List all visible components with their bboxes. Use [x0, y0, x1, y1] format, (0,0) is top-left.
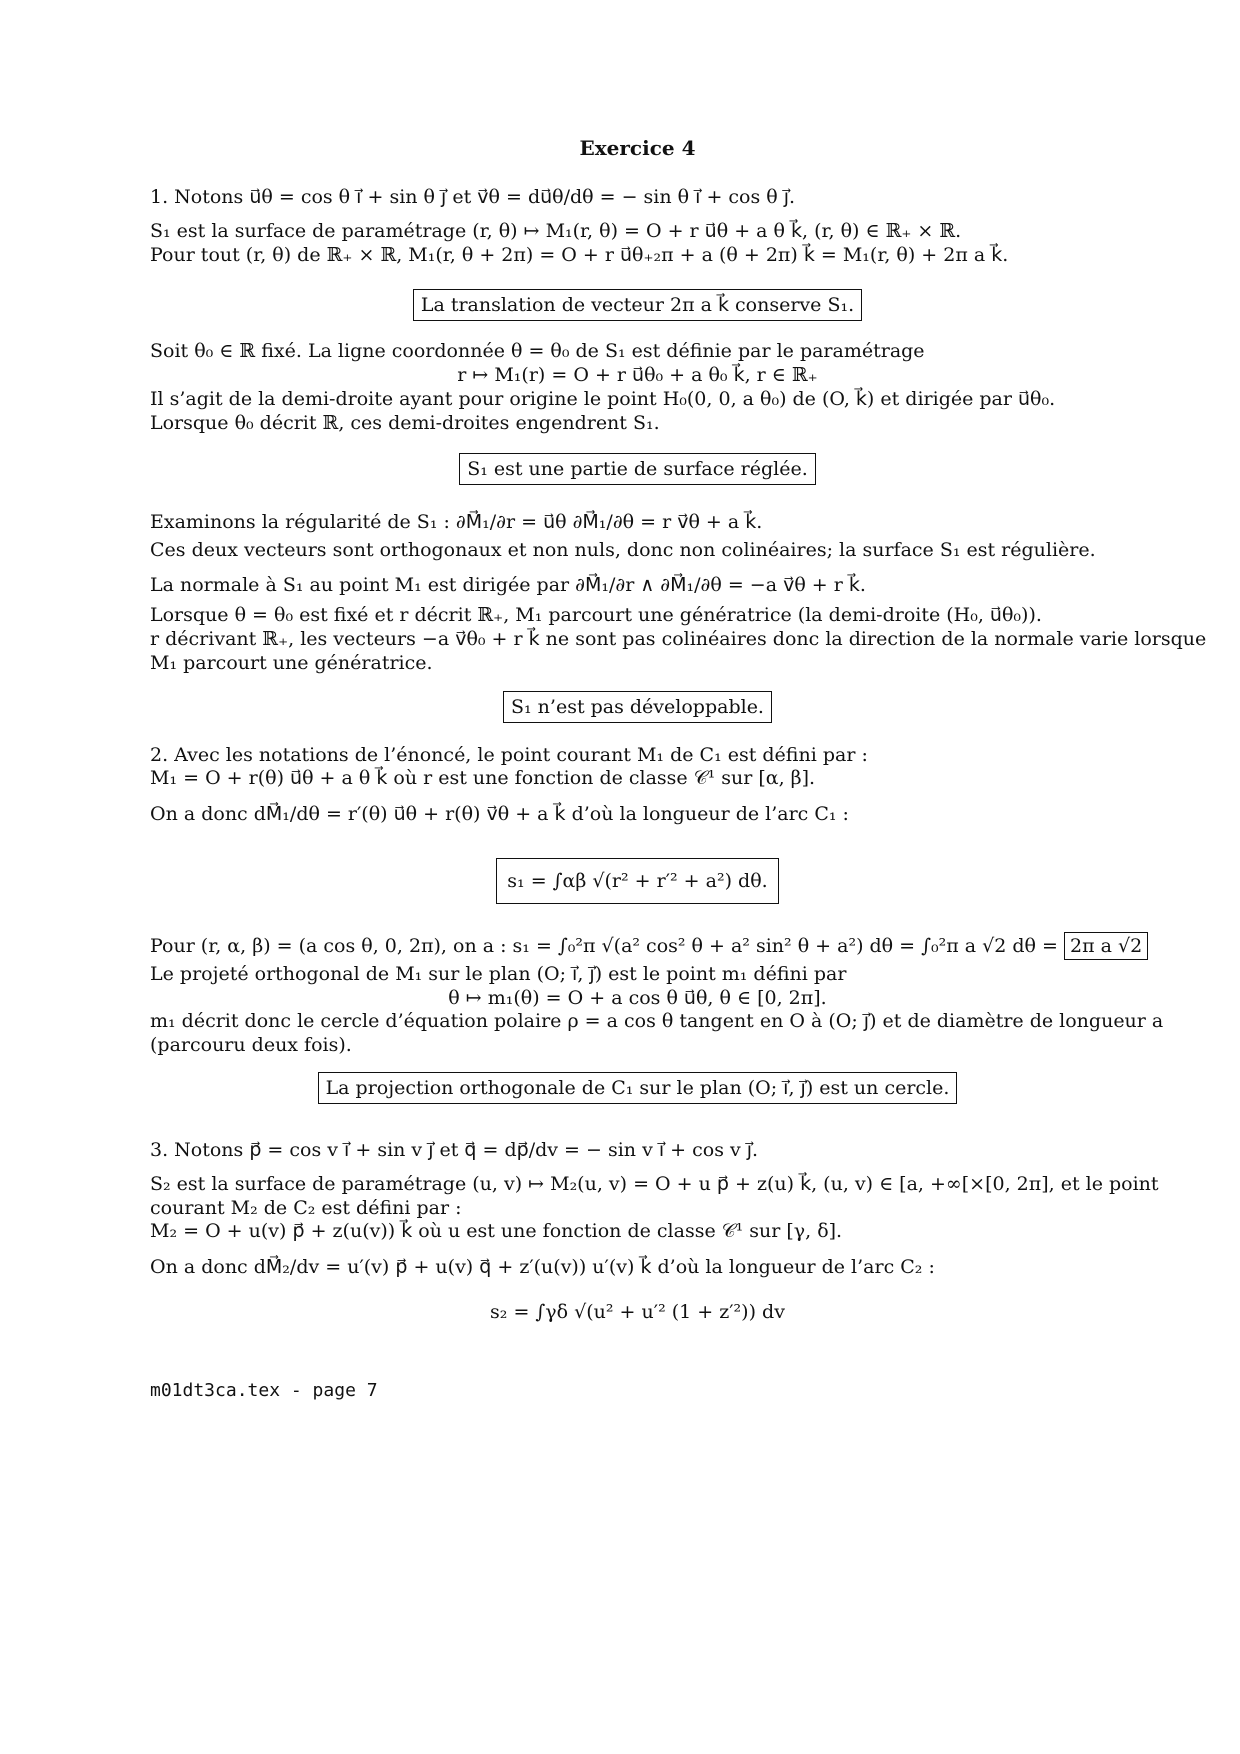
q2-line-1: 2. Avec les notations de l’énoncé, le point courant M₁ de C₁ est défini par : [150, 744, 868, 766]
boxed-result-length-value: 2π a √2 [1064, 932, 1148, 960]
q1-line-1: 1. Notons u⃗θ = cos θ ı⃗ + sin θ ȷ⃗ et v⃗θ = du⃗θ/dθ = − sin θ ı⃗ + cos θ ȷ⃗. [150, 186, 796, 208]
boxed-result-translation: La translation de vecteur 2π a k⃗ conserve S₁. [413, 289, 862, 321]
q1-line-10: La normale à S₁ au point M₁ est dirigée par ∂M⃗₁/∂r ∧ ∂M⃗₁/∂θ = −a v⃗θ + r k⃗. [150, 574, 866, 596]
q1-line-11: Lorsque θ = θ₀ est fixé et r décrit ℝ₊, M₁ parcourt une génératrice (la demi-droite (H₀, u⃗θ₀)). [150, 604, 1042, 626]
boxed-result-projection-circle: La projection orthogonale de C₁ sur le plan (O; ı⃗, ȷ⃗) est un cercle. [318, 1072, 958, 1104]
q2-line-5: Le projeté orthogonal de M₁ sur le plan (O; ı⃗, ȷ⃗) est le point m₁ défini par [150, 963, 847, 985]
boxed-result-arc-length-s1: s₁ = ∫αβ √(r² + r′² + a²) dθ. [496, 858, 778, 904]
q1-line-4: Soit θ₀ ∈ ℝ fixé. La ligne coordonnée θ = θ₀ de S₁ est définie par le paramétrage [150, 340, 925, 362]
q1-line-5: r ↦ M₁(r) = O + r u⃗θ₀ + a θ₀ k⃗, r ∈ ℝ₊ [457, 364, 818, 386]
q1-line-13: M₁ parcourt une génératrice. [150, 652, 433, 674]
q2-line-4-text: Pour (r, α, β) = (a cos θ, 0, 2π), on a : s₁ = ∫₀²π √(a² cos² θ + a² sin² θ + a²) dθ = ∫₀²π a √2 dθ = [150, 935, 1058, 957]
document-page [150, 0, 1207, 1754]
q2-line-7: m₁ décrit donc le cercle d’équation polaire ρ = a cos θ tangent en O à (O; ȷ⃗) et de diamètre de longueur a [150, 1010, 1164, 1032]
q1-line-8: Examinons la régularité de S₁ : ∂M⃗₁/∂r = u⃗θ ∂M⃗₁/∂θ = r v⃗θ + a k⃗. [150, 511, 763, 533]
q3-line-5: On a donc dM⃗₂/dv = u′(v) p⃗ + u(v) q⃗ + z′(u(v)) u′(v) k⃗ d’où la longueur de l’arc C₂ : [150, 1256, 935, 1278]
q2-line-8: (parcouru deux fois). [150, 1034, 352, 1056]
q3-line-6: s₂ = ∫γδ √(u² + u′² (1 + z′²)) dv [490, 1301, 785, 1323]
q1-line-2: S₁ est la surface de paramétrage (r, θ) ↦ M₁(r, θ) = O + r u⃗θ + a θ k⃗, (r, θ) ∈ ℝ₊ × ℝ. [150, 220, 962, 242]
q3-line-3: courant M₂ de C₂ est défini par : [150, 1197, 462, 1219]
q1-line-7: Lorsque θ₀ décrit ℝ, ces demi-droites engendrent S₁. [150, 412, 660, 434]
q2-line-2: M₁ = O + r(θ) u⃗θ + a θ k⃗ où r est une fonction de classe 𝒞¹ sur [α, β]. [150, 767, 816, 789]
q1-line-12: r décrivant ℝ₊, les vecteurs −a v⃗θ₀ + r k⃗ ne sont pas colinéaires donc la direction de la normale varie lorsque [150, 628, 1207, 650]
q2-line-3: On a donc dM⃗₁/dθ = r′(θ) u⃗θ + r(θ) v⃗θ + a k⃗ d’où la longueur de l’arc C₁ : [150, 803, 849, 825]
q1-line-3: Pour tout (r, θ) de ℝ₊ × ℝ, M₁(r, θ + 2π) = O + r u⃗θ₊₂π + a (θ + 2π) k⃗ = M₁(r, θ) + 2π a k⃗. [150, 244, 1009, 266]
q3-line-4: M₂ = O + u(v) p⃗ + z(u(v)) k⃗ où u est une fonction de classe 𝒞¹ sur [γ, δ]. [150, 1220, 843, 1242]
q2-line-4 [150, 932, 1148, 960]
q1-line-9: Ces deux vecteurs sont orthogonaux et non nuls, donc non colinéaires; la surface S₁ est régulière. [150, 539, 1096, 561]
boxed-result-not-developable: S₁ n’est pas développable. [503, 691, 772, 723]
exercise-title: Exercice 4 [579, 136, 696, 160]
page-footer: m01dt3ca.tex - page 7 [150, 1380, 378, 1401]
q2-line-6: θ ↦ m₁(θ) = O + a cos θ u⃗θ, θ ∈ [0, 2π]. [448, 987, 827, 1009]
boxed-result-ruled-surface: S₁ est une partie de surface réglée. [459, 453, 816, 485]
q3-line-2: S₂ est la surface de paramétrage (u, v) ↦ M₂(u, v) = O + u p⃗ + z(u) k⃗, (u, v) ∈ [a, +∞[×[0, 2π], et le point [150, 1173, 1159, 1195]
q1-line-6: Il s’agit de la demi-droite ayant pour origine le point H₀(0, 0, a θ₀) de (O, k⃗) et dirigée par u⃗θ₀. [150, 388, 1056, 410]
q3-line-1: 3. Notons p⃗ = cos v ı⃗ + sin v ȷ⃗ et q⃗ = dp⃗/dv = − sin v ı⃗ + cos v ȷ⃗. [150, 1139, 759, 1161]
